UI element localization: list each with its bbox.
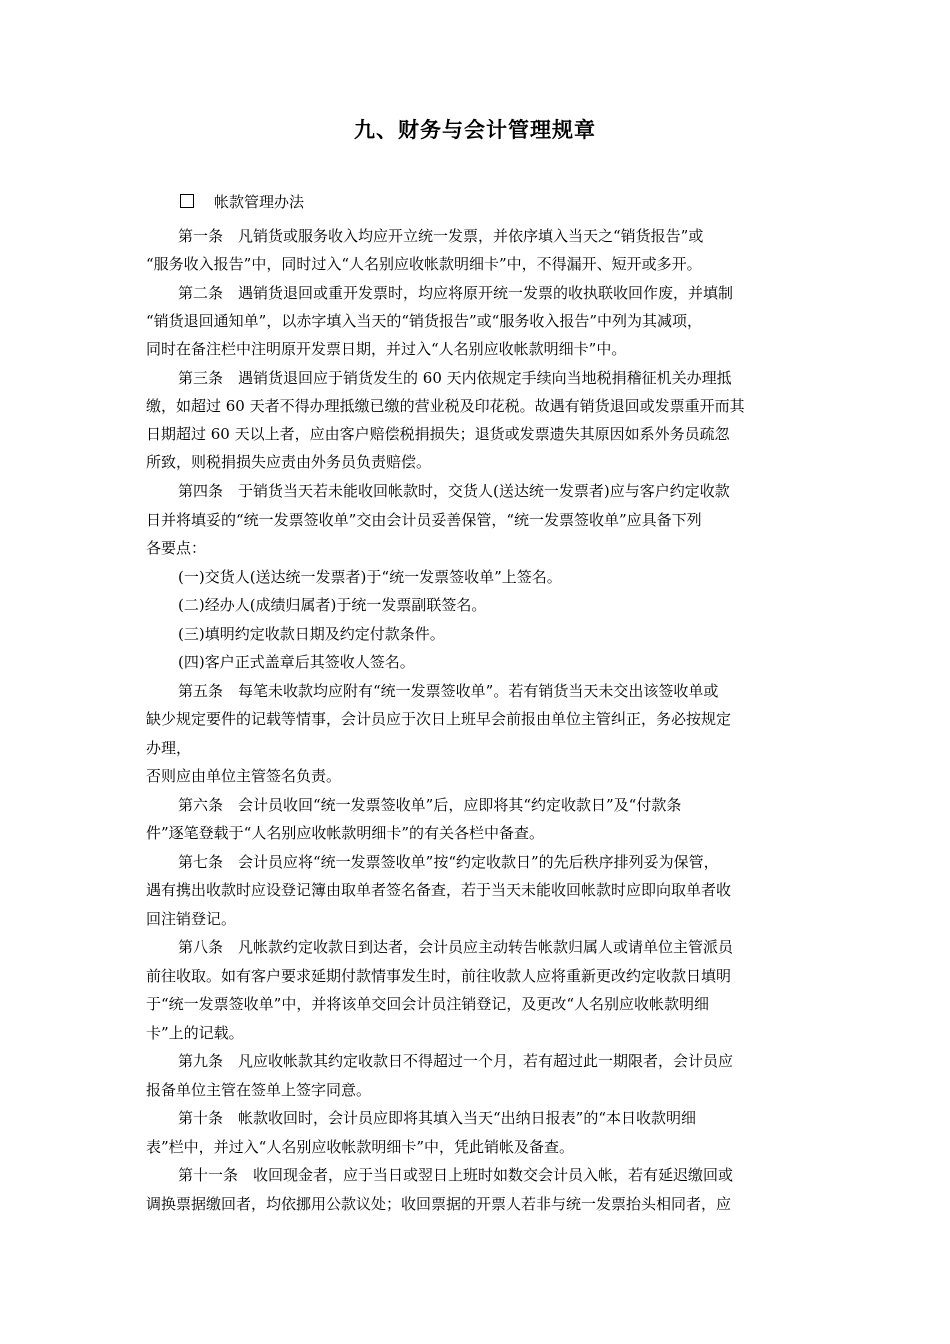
article-5-line-4: 否则应由单位主管签名负责。 <box>146 767 342 785</box>
article-1-line-1: 第一条 凡销货或服务收入均应开立统一发票，并依序填入当天之“销货报告”或 <box>178 227 704 245</box>
article-8-line-3: 于“统一发票签收单”中，并将该单交回会计员注销登记，及更改“人名别应收帐款明细 <box>146 995 710 1013</box>
article-6-line-1: 第六条 会计员收回“统一发票签收单”后，应即将其“约定收款日”及“付款条 <box>178 796 682 814</box>
article-5-line-1: 第五条 每笔未收款均应附有“统一发票签收单”。若有销货当天未交出该签收单或 <box>178 682 719 700</box>
article-4-line-3: 各要点： <box>146 539 207 557</box>
article-8-line-2: 前往收取。如有客户要求延期付款情事发生时，前往收款人应将重新更改约定收款日填明 <box>146 967 732 985</box>
checkbox-icon <box>180 194 194 208</box>
article-2-line-3: 同时在备注栏中注明原开发票日期，并过入“人名别应收帐款明细卡”中。 <box>146 340 627 358</box>
article-4-item-3: (三)填明约定收款日期及约定付款条件。 <box>178 625 445 643</box>
article-7-line-2: 遇有携出收款时应设登记簿由取单者签名备查，若于当天未能收回帐款时应即向取单者收 <box>146 881 732 899</box>
article-9-line-1: 第九条 凡应收帐款其约定收款日不得超过一个月，若有超过此一期限者，会计员应 <box>178 1052 734 1070</box>
article-3-line-2: 缴，如超过 60 天者不得办理抵缴已缴的营业税及印花税。故遇有销货退回或发票重开而其 <box>146 397 745 415</box>
section-heading-text: 帐款管理办法 <box>214 193 305 211</box>
article-8-line-4: 卡”上的记载。 <box>146 1024 244 1042</box>
article-2-line-2: “销货退回通知单”，以赤字填入当天的“销货报告”或“服务收入报告”中列为其减项， <box>146 312 703 330</box>
article-1-line-2: “服务收入报告”中，同时过入“人名别应收帐款明细卡”中，不得漏开、短开或多开。 <box>146 255 702 273</box>
article-10-line-1: 第十条 帐款收回时，会计员应即将其填入当天“出纳日报表”的“本日收款明细 <box>178 1109 697 1127</box>
article-8-line-1: 第八条 凡帐款约定收款日到达者，会计员应主动转告帐款归属人或请单位主管派员 <box>178 938 734 956</box>
article-4-item-2: (二)经办人(成绩归属者)于统一发票副联签名。 <box>178 596 487 614</box>
article-2-line-1: 第二条 遇销货退回或重开发票时，均应将原开统一发票的收执联收回作废，并填制 <box>178 284 734 302</box>
article-4-line-1: 第四条 于销货当天若未能收回帐款时，交货人(送达统一发票者)应与客户约定收款 <box>178 482 730 500</box>
page-title: 九、财务与会计管理规章 <box>354 118 596 142</box>
article-11-line-2: 调换票据缴回者，均依挪用公款议处；收回票据的开票人若非与统一发票抬头相同者，应 <box>146 1195 732 1213</box>
article-5-line-3: 办理， <box>146 739 192 757</box>
article-6-line-2: 件”逐笔登载于“人名别应收帐款明细卡”的有关各栏中备查。 <box>146 824 545 842</box>
article-7-line-3: 回注销登记。 <box>146 910 237 928</box>
section-heading <box>180 192 304 212</box>
article-4-item-4: (四)客户正式盖章后其签收人签名。 <box>178 653 415 671</box>
article-4-line-2: 日并将填妥的“统一发票签收单”交由会计员妥善保管，“统一发票签收单”应具备下列 <box>146 511 702 529</box>
article-7-line-1: 第七条 会计员应将“统一发票签收单”按“约定收款日”的先后秩序排列妥为保管， <box>178 853 719 871</box>
article-3-line-4: 所致，则税捐损失应责由外务员负责赔偿。 <box>146 453 432 471</box>
article-4-item-1: (一)交货人(送达统一发票者)于“统一发票签收单”上签名。 <box>178 568 562 586</box>
article-5-line-2: 缺少规定要件的记载等情事，会计员应于次日上班早会前报由单位主管纠正，务必按规定 <box>146 710 732 728</box>
article-3-line-1: 第三条 遇销货退回应于销货发生的 60 天内依规定手续向当地税捐稽征机关办理抵 <box>178 369 732 387</box>
article-10-line-2: 表”栏中，并过入“人名别应收帐款明细卡”中，凭此销帐及备查。 <box>146 1138 575 1156</box>
article-3-line-3: 日期超过 60 天以上者，应由客户赔偿税捐损失；退货或发票遗失其原因如系外务员疏忽 <box>146 425 730 443</box>
article-11-line-1: 第十一条 收回现金者，应于当日或翌日上班时如数交会计员入帐，若有延迟缴回或 <box>178 1166 734 1184</box>
article-9-line-2: 报备单位主管在签单上签字同意。 <box>146 1081 372 1099</box>
